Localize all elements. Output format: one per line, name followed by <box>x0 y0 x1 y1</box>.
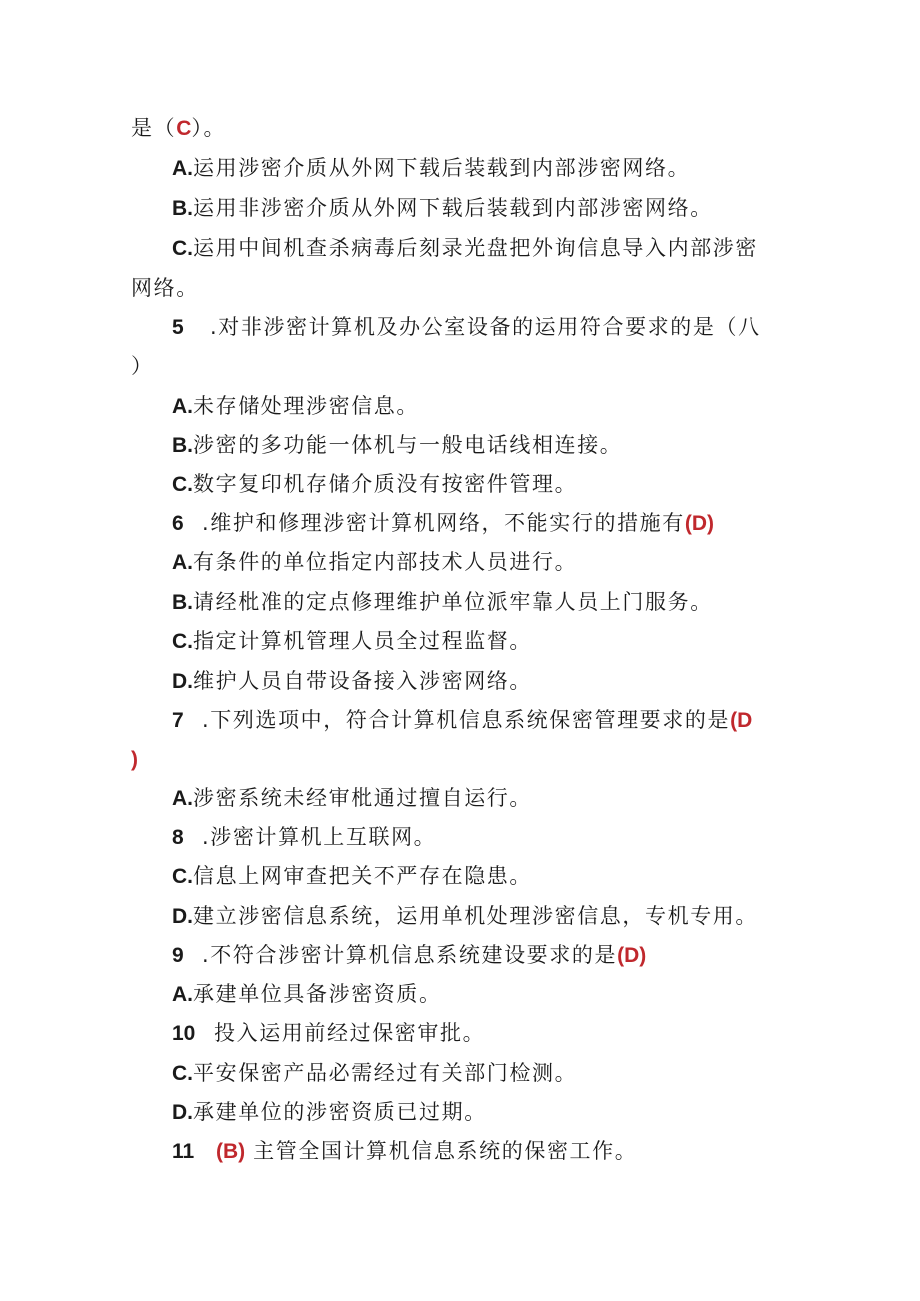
option-label: A. <box>172 983 193 1006</box>
option-label: B. <box>172 591 193 614</box>
question-text: 主管全国计算机信息系统的保密工作。 <box>253 1139 638 1163</box>
option-text: 数字复印机存储介质没有按密件管理。 <box>193 472 578 496</box>
option-d <box>172 902 758 931</box>
option-label: C. <box>172 237 193 260</box>
answer-line-q4 <box>131 114 226 143</box>
question-text: 投入运用前经过保密审批。 <box>214 1021 486 1045</box>
question-8 <box>172 823 436 852</box>
option-text: 涉密系统未经审枇通过擅自运行。 <box>193 786 532 810</box>
question-text: .不符合涉密计算机信息系统建设要求的是 <box>202 943 618 967</box>
question-text: .对非涉密计算机及办公室设备的运用符合要求的是（八 <box>210 315 761 339</box>
option-a <box>172 154 690 183</box>
option-c-continuation <box>131 274 199 302</box>
option-label: A. <box>172 787 193 810</box>
option-c <box>172 234 758 263</box>
option-text: 承建单位的涉密资质已过期。 <box>193 1100 487 1124</box>
question-text: .涉密计算机上互联网。 <box>202 825 437 849</box>
option-text: 承建单位具备涉密资质。 <box>193 982 442 1006</box>
option-label: A. <box>172 551 193 574</box>
answer-mark: (B) <box>216 1140 246 1163</box>
question-11 <box>172 1137 637 1166</box>
option-a <box>172 980 442 1009</box>
answer-mark: ) <box>131 748 138 771</box>
line-text: ）。 <box>191 116 227 140</box>
option-text: 建立涉密信息系统，运用单机处理涉密信息，专机专用。 <box>193 904 758 928</box>
option-a <box>172 548 577 577</box>
answer-mark: (D <box>730 709 753 732</box>
option-b <box>172 431 622 460</box>
question-6 <box>172 509 714 538</box>
line-text: ） <box>131 354 154 378</box>
option-text: 请经枇准的定点修理维护单位派牢靠人员上门服务。 <box>193 590 713 614</box>
option-text: 平安保密产品必需经过有关部门检测。 <box>193 1061 578 1085</box>
question-text: .维护和修理涉密计算机网络，不能实行的措施有 <box>202 511 685 535</box>
question-number: 9 <box>172 944 184 967</box>
option-d <box>172 1098 487 1127</box>
question-7 <box>172 706 752 735</box>
question-9 <box>172 941 646 970</box>
option-text: 维护人员自带设备接入涉密网络。 <box>193 669 532 693</box>
question-5-continuation <box>131 352 154 380</box>
question-7-continuation <box>131 745 138 774</box>
question-10 <box>172 1019 485 1048</box>
option-label: C. <box>172 473 193 496</box>
option-text: 指定计算机管理人员全过程监督。 <box>193 629 532 653</box>
option-a <box>172 784 532 813</box>
answer-mark: C <box>176 117 192 140</box>
option-text: 运用涉密介质从外网下载后装载到内部涉密网络。 <box>193 156 691 180</box>
option-b <box>172 588 713 617</box>
option-text: 涉密的多功能一体机与一般电话线相连接。 <box>193 433 623 457</box>
option-a <box>172 392 419 421</box>
option-d <box>172 667 532 696</box>
question-number: 7 <box>172 709 184 732</box>
answer-mark: (D) <box>617 944 647 967</box>
option-label: D. <box>172 670 193 693</box>
option-b <box>172 194 713 223</box>
option-label: B. <box>172 434 193 457</box>
line-text: 是（ <box>131 116 177 140</box>
option-text: 运用中间机查杀病毒后刻录光盘把外询信息导入内部涉密 <box>193 236 758 260</box>
option-text: 有条件的单位指定内部技术人员进行。 <box>193 550 578 574</box>
option-c <box>172 1059 577 1088</box>
option-label: A. <box>172 395 193 418</box>
option-label: D. <box>172 1101 193 1124</box>
answer-mark: (D) <box>684 512 715 535</box>
option-label: B. <box>172 197 193 220</box>
question-text: .下列选项中，符合计算机信息系统保密管理要求的是 <box>202 708 731 732</box>
question-number: 6 <box>172 512 184 535</box>
option-c <box>172 862 532 891</box>
option-label: D. <box>172 905 193 928</box>
option-text: 运用非涉密介质从外网下载后装载到内部涉密网络。 <box>193 196 713 220</box>
question-number: 11 <box>172 1140 195 1163</box>
option-label: C. <box>172 865 193 888</box>
option-label: C. <box>172 1062 193 1085</box>
question-number: 5 <box>172 316 184 339</box>
option-label: A. <box>172 157 193 180</box>
question-number: 8 <box>172 826 184 849</box>
line-text: 网络。 <box>131 276 199 300</box>
question-5 <box>172 313 761 342</box>
option-text: 未存储处理涉密信息。 <box>193 394 419 418</box>
option-text: 信息上网审查把关不严存在隐患。 <box>193 864 532 888</box>
option-label: C. <box>172 630 193 653</box>
question-number: 10 <box>172 1022 196 1045</box>
option-c <box>172 470 577 499</box>
option-c <box>172 627 532 656</box>
